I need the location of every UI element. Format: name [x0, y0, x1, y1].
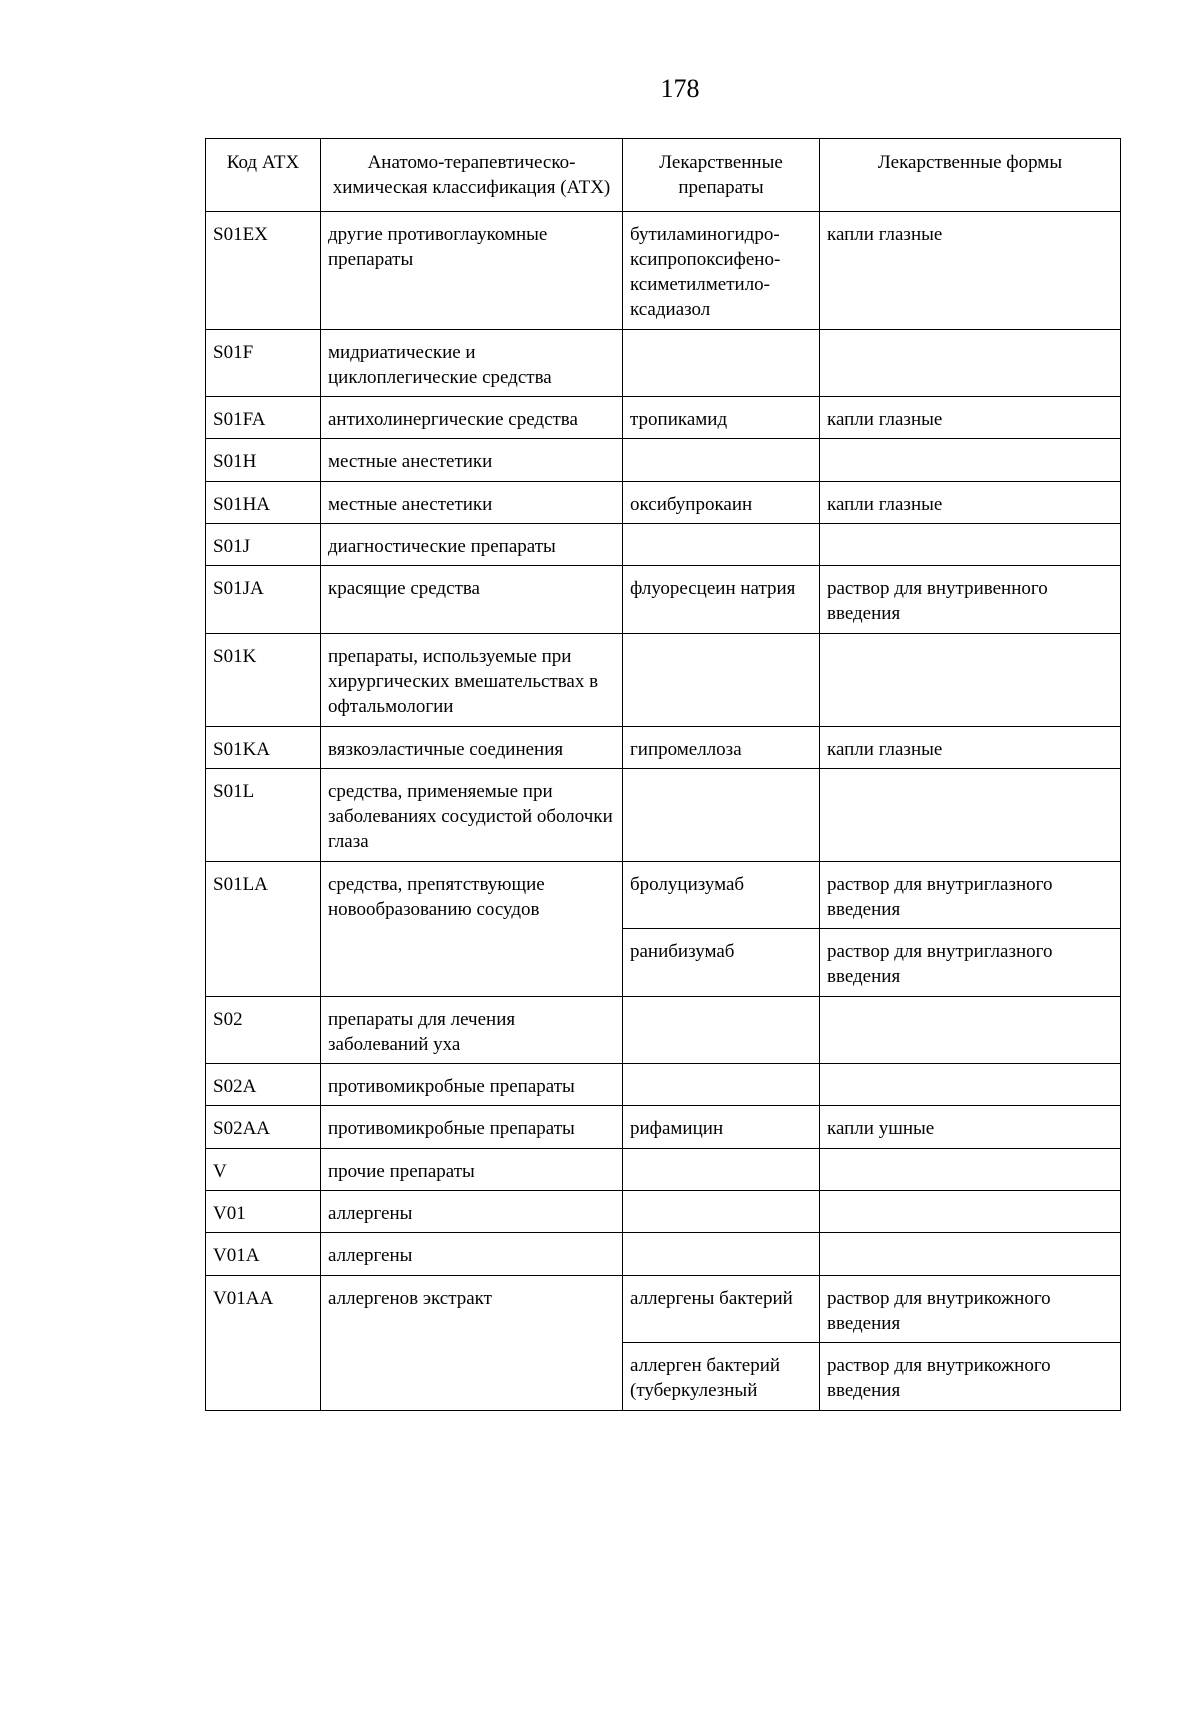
drug-name-cell: рифамицин	[623, 1106, 820, 1148]
drug-name-cell	[623, 329, 820, 397]
dosage-form-cell	[820, 1064, 1121, 1106]
drug-name-cell: флуоресцеин натрия	[623, 566, 820, 634]
atx-code-cell: S01F	[206, 329, 321, 397]
atx-classification-cell: вязкоэластичные соединения	[321, 726, 623, 768]
dosage-form-cell	[820, 1190, 1121, 1232]
atx-code-cell: S01L	[206, 768, 321, 861]
dosage-form-cell	[820, 768, 1121, 861]
dosage-form-cell: раствор для внутривенного введения	[820, 566, 1121, 634]
table-row	[206, 439, 1121, 481]
table-body	[206, 211, 1121, 1410]
atx-classification-cell: противомикробные препараты	[321, 1106, 623, 1148]
atx-code-cell: S01LA	[206, 861, 321, 996]
atx-classification-cell: средства, препятствующие новообразованию сосудов	[321, 861, 623, 996]
atx-classification-cell: аллергены	[321, 1233, 623, 1275]
table-row	[206, 523, 1121, 565]
dosage-form-cell: капли глазные	[820, 726, 1121, 768]
atx-classification-cell: аллергенов экстракт	[321, 1275, 623, 1410]
dosage-form-cell: капли ушные	[820, 1106, 1121, 1148]
dosage-form-cell	[820, 1148, 1121, 1190]
atx-classification-cell: средства, применяемые при заболеваниях сосудистой оболочки глаза	[321, 768, 623, 861]
atx-classification-cell: другие противоглаукомные препараты	[321, 211, 623, 329]
drug-name-cell	[623, 1148, 820, 1190]
atx-code-cell: S01H	[206, 439, 321, 481]
atx-code-cell: S01HA	[206, 481, 321, 523]
atx-classification-cell: местные анестетики	[321, 481, 623, 523]
dosage-form-cell: капли глазные	[820, 211, 1121, 329]
drug-name-cell: ранибизумаб	[623, 929, 820, 997]
atx-code-cell: S01JA	[206, 566, 321, 634]
dosage-form-cell: раствор для внутрикожного введения	[820, 1275, 1121, 1343]
table-header-row	[206, 139, 1121, 212]
dosage-form-cell	[820, 1233, 1121, 1275]
table-row	[206, 397, 1121, 439]
header-classification: Анатомо-терапевтическо-химическая классификация (АТХ)	[321, 139, 623, 212]
table-row	[206, 996, 1121, 1064]
table-header	[206, 139, 1121, 212]
dosage-form-cell: раствор для внутриглазного введения	[820, 861, 1121, 929]
table-row	[206, 1064, 1121, 1106]
drug-name-cell	[623, 768, 820, 861]
table-row	[206, 768, 1121, 861]
table-row	[206, 861, 1121, 929]
atx-code-cell: V01	[206, 1190, 321, 1232]
header-code: Код АТХ	[206, 139, 321, 212]
table-row	[206, 633, 1121, 726]
atx-classification-cell: препараты для лечения заболеваний уха	[321, 996, 623, 1064]
atx-code-cell: V	[206, 1148, 321, 1190]
table-row	[206, 566, 1121, 634]
atx-classification-cell: мидриатические и циклоплегические средства	[321, 329, 623, 397]
atx-code-cell: S01KA	[206, 726, 321, 768]
dosage-form-cell	[820, 329, 1121, 397]
dosage-form-cell	[820, 439, 1121, 481]
atx-classification-cell: антихолинергические средства	[321, 397, 623, 439]
dosage-form-cell: капли глазные	[820, 481, 1121, 523]
drug-name-cell	[623, 1233, 820, 1275]
atx-table	[205, 138, 1121, 1411]
drug-name-cell	[623, 1190, 820, 1232]
table-row	[206, 1275, 1121, 1343]
atx-classification-cell: местные анестетики	[321, 439, 623, 481]
table-row	[206, 211, 1121, 329]
drug-name-cell	[623, 1064, 820, 1106]
atx-classification-cell: препараты, используемые при хирургических вмешательствах в офтальмологии	[321, 633, 623, 726]
drug-name-cell	[623, 523, 820, 565]
dosage-form-cell	[820, 996, 1121, 1064]
atx-code-cell: V01A	[206, 1233, 321, 1275]
atx-classification-cell: диагностические препараты	[321, 523, 623, 565]
header-drugs: Лекарственные препараты	[623, 139, 820, 212]
atx-code-cell: S02	[206, 996, 321, 1064]
table-row	[206, 726, 1121, 768]
atx-code-cell: S01J	[206, 523, 321, 565]
atx-code-cell: S02A	[206, 1064, 321, 1106]
dosage-form-cell: раствор для внутриглазного введения	[820, 929, 1121, 997]
header-forms: Лекарственные формы	[820, 139, 1121, 212]
atx-classification-cell: прочие препараты	[321, 1148, 623, 1190]
dosage-form-cell: раствор для внутрикожного введения	[820, 1343, 1121, 1411]
drug-name-cell: бутиламиногидро-ксипропоксифено-ксиметилметило-ксадиазол	[623, 211, 820, 329]
atx-classification-cell: противомикробные препараты	[321, 1064, 623, 1106]
table-row	[206, 481, 1121, 523]
table-row	[206, 1106, 1121, 1148]
drug-name-cell	[623, 439, 820, 481]
dosage-form-cell	[820, 523, 1121, 565]
drug-name-cell: оксибупрокаин	[623, 481, 820, 523]
drug-name-cell: аллерген бактерий (туберкулезный	[623, 1343, 820, 1411]
page-number: 178	[660, 74, 700, 103]
atx-code-cell: V01AA	[206, 1275, 321, 1410]
atx-code-cell: S01FA	[206, 397, 321, 439]
drug-name-cell: гипромеллоза	[623, 726, 820, 768]
table-row	[206, 1190, 1121, 1232]
drug-name-cell: бролуцизумаб	[623, 861, 820, 929]
table-row	[206, 1148, 1121, 1190]
atx-code-cell: S01EX	[206, 211, 321, 329]
drug-name-cell: аллергены бактерий	[623, 1275, 820, 1343]
drug-name-cell: тропикамид	[623, 397, 820, 439]
dosage-form-cell: капли глазные	[820, 397, 1121, 439]
atx-code-cell: S02AA	[206, 1106, 321, 1148]
table-row	[206, 1233, 1121, 1275]
table-row	[206, 329, 1121, 397]
atx-code-cell: S01K	[206, 633, 321, 726]
drug-name-cell	[623, 996, 820, 1064]
atx-classification-cell: красящие средства	[321, 566, 623, 634]
drug-name-cell	[623, 633, 820, 726]
dosage-form-cell	[820, 633, 1121, 726]
atx-classification-cell: аллергены	[321, 1190, 623, 1232]
